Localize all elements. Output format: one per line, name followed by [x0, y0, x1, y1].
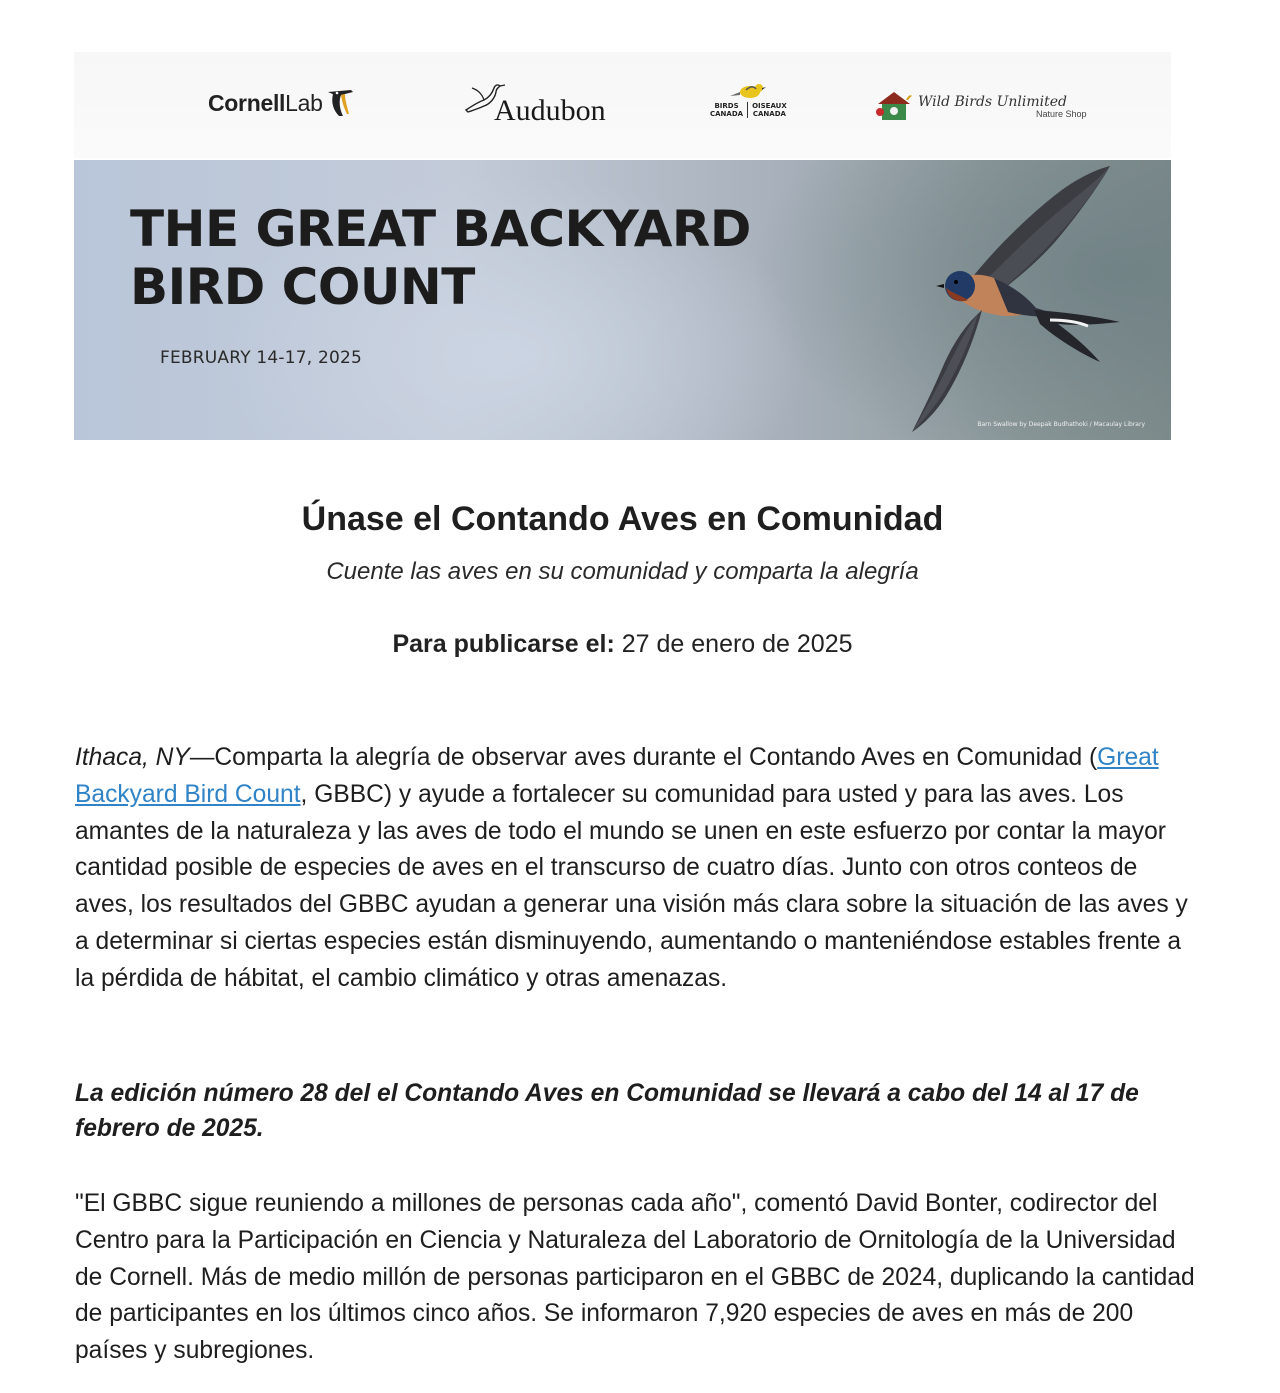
gbbc-link[interactable]: Great Backyard Bird Count [75, 744, 1159, 808]
cornell-name: Cornell [208, 89, 286, 116]
wild-birds-unlimited-logo [874, 88, 1087, 124]
subheadline: Cuente las aves en su comunidad y comparta la alegría [326, 558, 919, 585]
hero-date: FEBRUARY 14-17, 2025 [160, 348, 363, 368]
intro-lead: —Comparta la alegría de observar aves durante el Contando Aves en Comunidad ( [189, 744, 1098, 771]
birds-canada-en-top: BIRDS [714, 102, 739, 110]
audubon-wordmark: Audubon [494, 94, 606, 127]
intro-rest: , GBBC) y ayude a fortalecer su comunidad para usted y para las aves. Los amantes de la naturaleza y las aves de todo el mundo se unen en este esfuerzo por contar la mayor cantidad posible de especies de aves en el transcurso de cuatro días. Junto con otros conteos de aves, los resultados del GBBC ayudan a generar una visión más clara sobre la situación de las aves y a determinar si ciertas especies están disminuyendo, aumentando o manteniéndose estables frente a la pérdida de hábitat, el cambio climático y otras amenazas. [75, 780, 1188, 992]
release-date-line [74, 630, 1171, 659]
intro-paragraph [75, 740, 1200, 998]
audubon-logo [462, 76, 606, 128]
headline: Únase el Contando Aves en Comunidad [301, 500, 944, 538]
hero-banner [74, 160, 1171, 440]
birdhouse-icon [874, 88, 914, 124]
wild-birds-wordmark: Wild Birds Unlimited [918, 93, 1067, 110]
dateline-place: Ithaca, NY [75, 744, 190, 771]
barn-swallow-image [874, 160, 1171, 440]
wild-birds-subtitle: Nature Shop [1036, 108, 1087, 119]
hero-title [130, 200, 751, 316]
edition-paragraph: La edición número 28 del el Contando Aves en Comunidad se llevará a cabo del 14 al 17 de febrero de 2025. [75, 1080, 1139, 1142]
birds-canada-fr-bottom: CANADA [752, 110, 786, 118]
photo-credit: Barn Swallow by Deepak Budhathoki / Macaulay Library [977, 421, 1145, 428]
hero-title-line1: THE GREAT BACKYARD [130, 200, 751, 258]
release-label: Para publicarse el: [392, 630, 615, 658]
cornell-lab-suffix: Lab [285, 89, 323, 116]
birds-canada-logo [710, 82, 787, 118]
warbler-icon [728, 76, 768, 106]
partner-logos [74, 52, 1171, 158]
woodpecker-icon [325, 84, 355, 118]
quote-paragraph: "El GBBC sigue reuniendo a millones de personas cada año", comentó David Bonter, codirector del Centro para la Participación en Ciencia y Naturaleza del Laboratorio de Ornitología de la Universidad de Cornell. Más de medio millón de personas participaron en el GBBC de 2024, duplicando la cantidad de participantes en los últimos cinco años. Se informaron 7,920 especies de aves en más de 200 países y subregiones. [75, 1190, 1195, 1365]
birds-canada-fr-top: OISEAUX [752, 102, 787, 110]
cornell-lab-logo [208, 88, 355, 118]
release-date: 27 de enero de 2025 [621, 630, 853, 658]
hero-title-line2: BIRD COUNT [130, 258, 475, 316]
birds-canada-en-bottom: CANADA [710, 110, 744, 118]
